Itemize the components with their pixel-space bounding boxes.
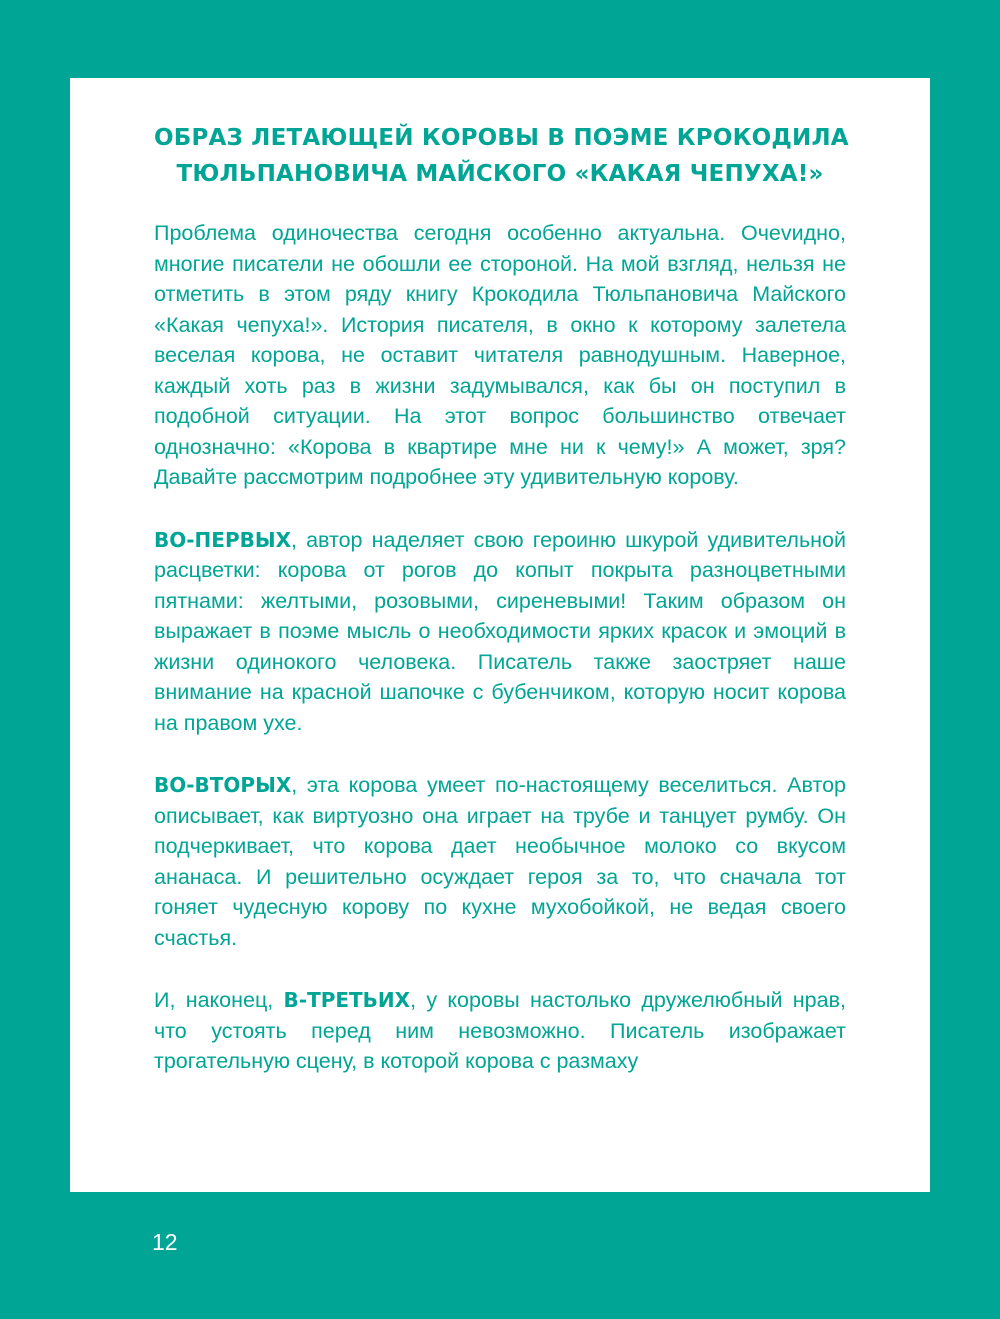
first-point-text: , автор наделяет свою героиню шкурой удивительной расцветки: корова от рогов до копыт покрыта разноцветными пятнами: желтыми, розовыми, сиреневыми! Таким образом он выражает в поэме мысль о необходимости ярких красок и эмоций в жизни одинокого человека. Писатель также заостряет наше внимание на красной шапочке с бубенчиком, которую носит корова на правом ухе.: [154, 527, 846, 735]
third-point-paragraph: [154, 985, 846, 1077]
second-point-text: , эта корова умеет по-настоящему веселиться. Автор описывает, как виртуозно она играет на трубе и танцует румбу. Он подчеркивает, что корова дает необычное молоко со вкусом ананаса. И решительно осуждает героя за то, что сначала тот гоняет чудесную корову по кухне мухобойкой, не ведая своего счастья.: [154, 773, 846, 950]
second-point-lead: ВО-ВТОРЫХ: [154, 773, 292, 797]
article-title: [154, 120, 849, 192]
page-card: [70, 78, 930, 1192]
page-number: 12: [152, 1229, 178, 1255]
first-point-paragraph: [154, 525, 846, 739]
intro-paragraph-text: Проблема одиночества сегодня особенно актуальна. Очеvидно, многие писатели не обошли ее стороной. На мой взгляд, нельзя не отметить в этом ряду книгу Крокодила Тюльпановича Майского «Какая чепуха!». История писателя, в окно к которому залетела веселая корова, не оставит читателя равнодушным. Наверное, каждый хоть раз в жизни задумывался, как бы он поступил в подобной ситуации. На этот вопрос большинство отвечает однозначно: «Корова в квартире мне ни к чему!» А может, зря? Давайте рассмотрим подробнее эту удивительную корову.: [154, 221, 846, 489]
article-title-line-1: ОБРАЗ ЛЕТАЮЩЕЙ КОРОВЫ В ПОЭМЕ КРОКОДИЛА: [154, 125, 849, 151]
third-point-text: , у коровы настолько дружелюбный нрав, что устоять перед ним невозможно. Писатель изображает трогательную сцену, в которой корова с размаху: [154, 988, 846, 1073]
first-point-lead: ВО-ПЕРВЫХ: [154, 527, 291, 552]
third-point-prefix: И, наконец,: [154, 988, 284, 1012]
second-point-paragraph: [154, 770, 846, 953]
intro-paragraph: [154, 218, 846, 493]
article-title-line-2: ТЮЛЬПАНОВИЧА МАЙСКОГО «КАКАЯ ЧЕПУХА!»: [176, 161, 824, 187]
third-point-lead: В-ТРЕТЬИХ: [283, 988, 411, 1012]
